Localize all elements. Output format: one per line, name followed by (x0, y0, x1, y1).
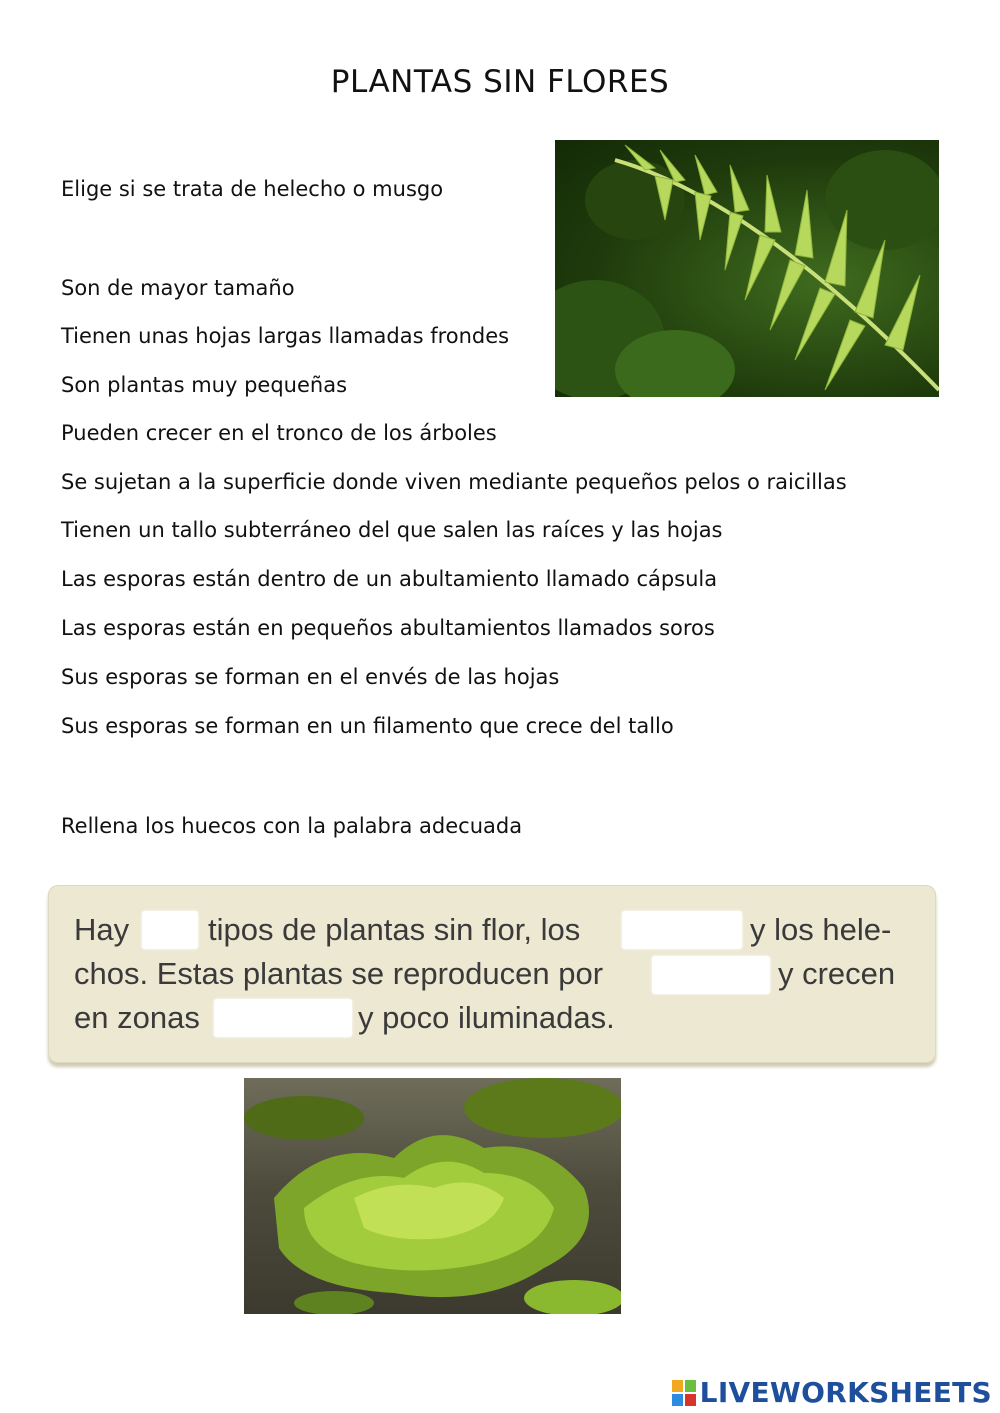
statement-item[interactable]: Tienen un tallo subterráneo del que salen las raíces y las hojas (61, 518, 723, 542)
cloze-line-1 (74, 912, 129, 948)
instruction-choose: Elige si se trata de helecho o musgo (61, 177, 444, 201)
liveworksheets-logo (672, 1376, 992, 1409)
cloze-text: y poco iluminadas. (358, 1000, 615, 1035)
statement-item[interactable]: Son de mayor tamaño (61, 276, 295, 300)
cloze-text: chos. Estas plantas se reproducen por (74, 956, 604, 991)
statement-item[interactable]: Sus esporas se forman en un filamento que crece del tallo (61, 714, 674, 738)
statement-item[interactable]: Son plantas muy pequeñas (61, 373, 348, 397)
brand-name: LIVEWORKSHEETS (699, 1376, 992, 1409)
fern-photo (555, 140, 939, 397)
blank-input-1[interactable] (142, 911, 198, 949)
statement-item[interactable]: Tienen unas hojas largas llamadas frondes (61, 324, 510, 348)
instruction-fill: Rellena los huecos con la palabra adecuada (61, 814, 523, 838)
page-title: PLANTAS SIN FLORES (330, 64, 670, 100)
cloze-text: y los hele- (750, 912, 892, 947)
statement-item[interactable]: Las esporas están en pequeños abultamientos llamados soros (61, 616, 715, 640)
statement-item[interactable]: Se sujetan a la superficie donde viven mediante pequeños pelos o raicillas (61, 470, 847, 494)
cloze-text: tipos de plantas sin flor, los (208, 912, 581, 947)
statement-item[interactable]: Las esporas están dentro de un abultamiento llamado cápsula (61, 567, 718, 591)
liveworksheets-logo-icon (672, 1380, 696, 1406)
blank-input-4[interactable] (214, 999, 352, 1037)
statement-item[interactable]: Pueden crecer en el tronco de los árboles (61, 421, 497, 445)
cloze-text: en zonas (74, 1000, 200, 1035)
moss-photo (244, 1078, 621, 1314)
blank-input-3[interactable] (652, 956, 770, 994)
statement-item[interactable]: Sus esporas se forman en el envés de las hojas (61, 665, 560, 689)
blank-input-2[interactable] (622, 911, 742, 949)
cloze-text: y crecen (778, 956, 896, 991)
cloze-text: Hay (74, 912, 130, 947)
